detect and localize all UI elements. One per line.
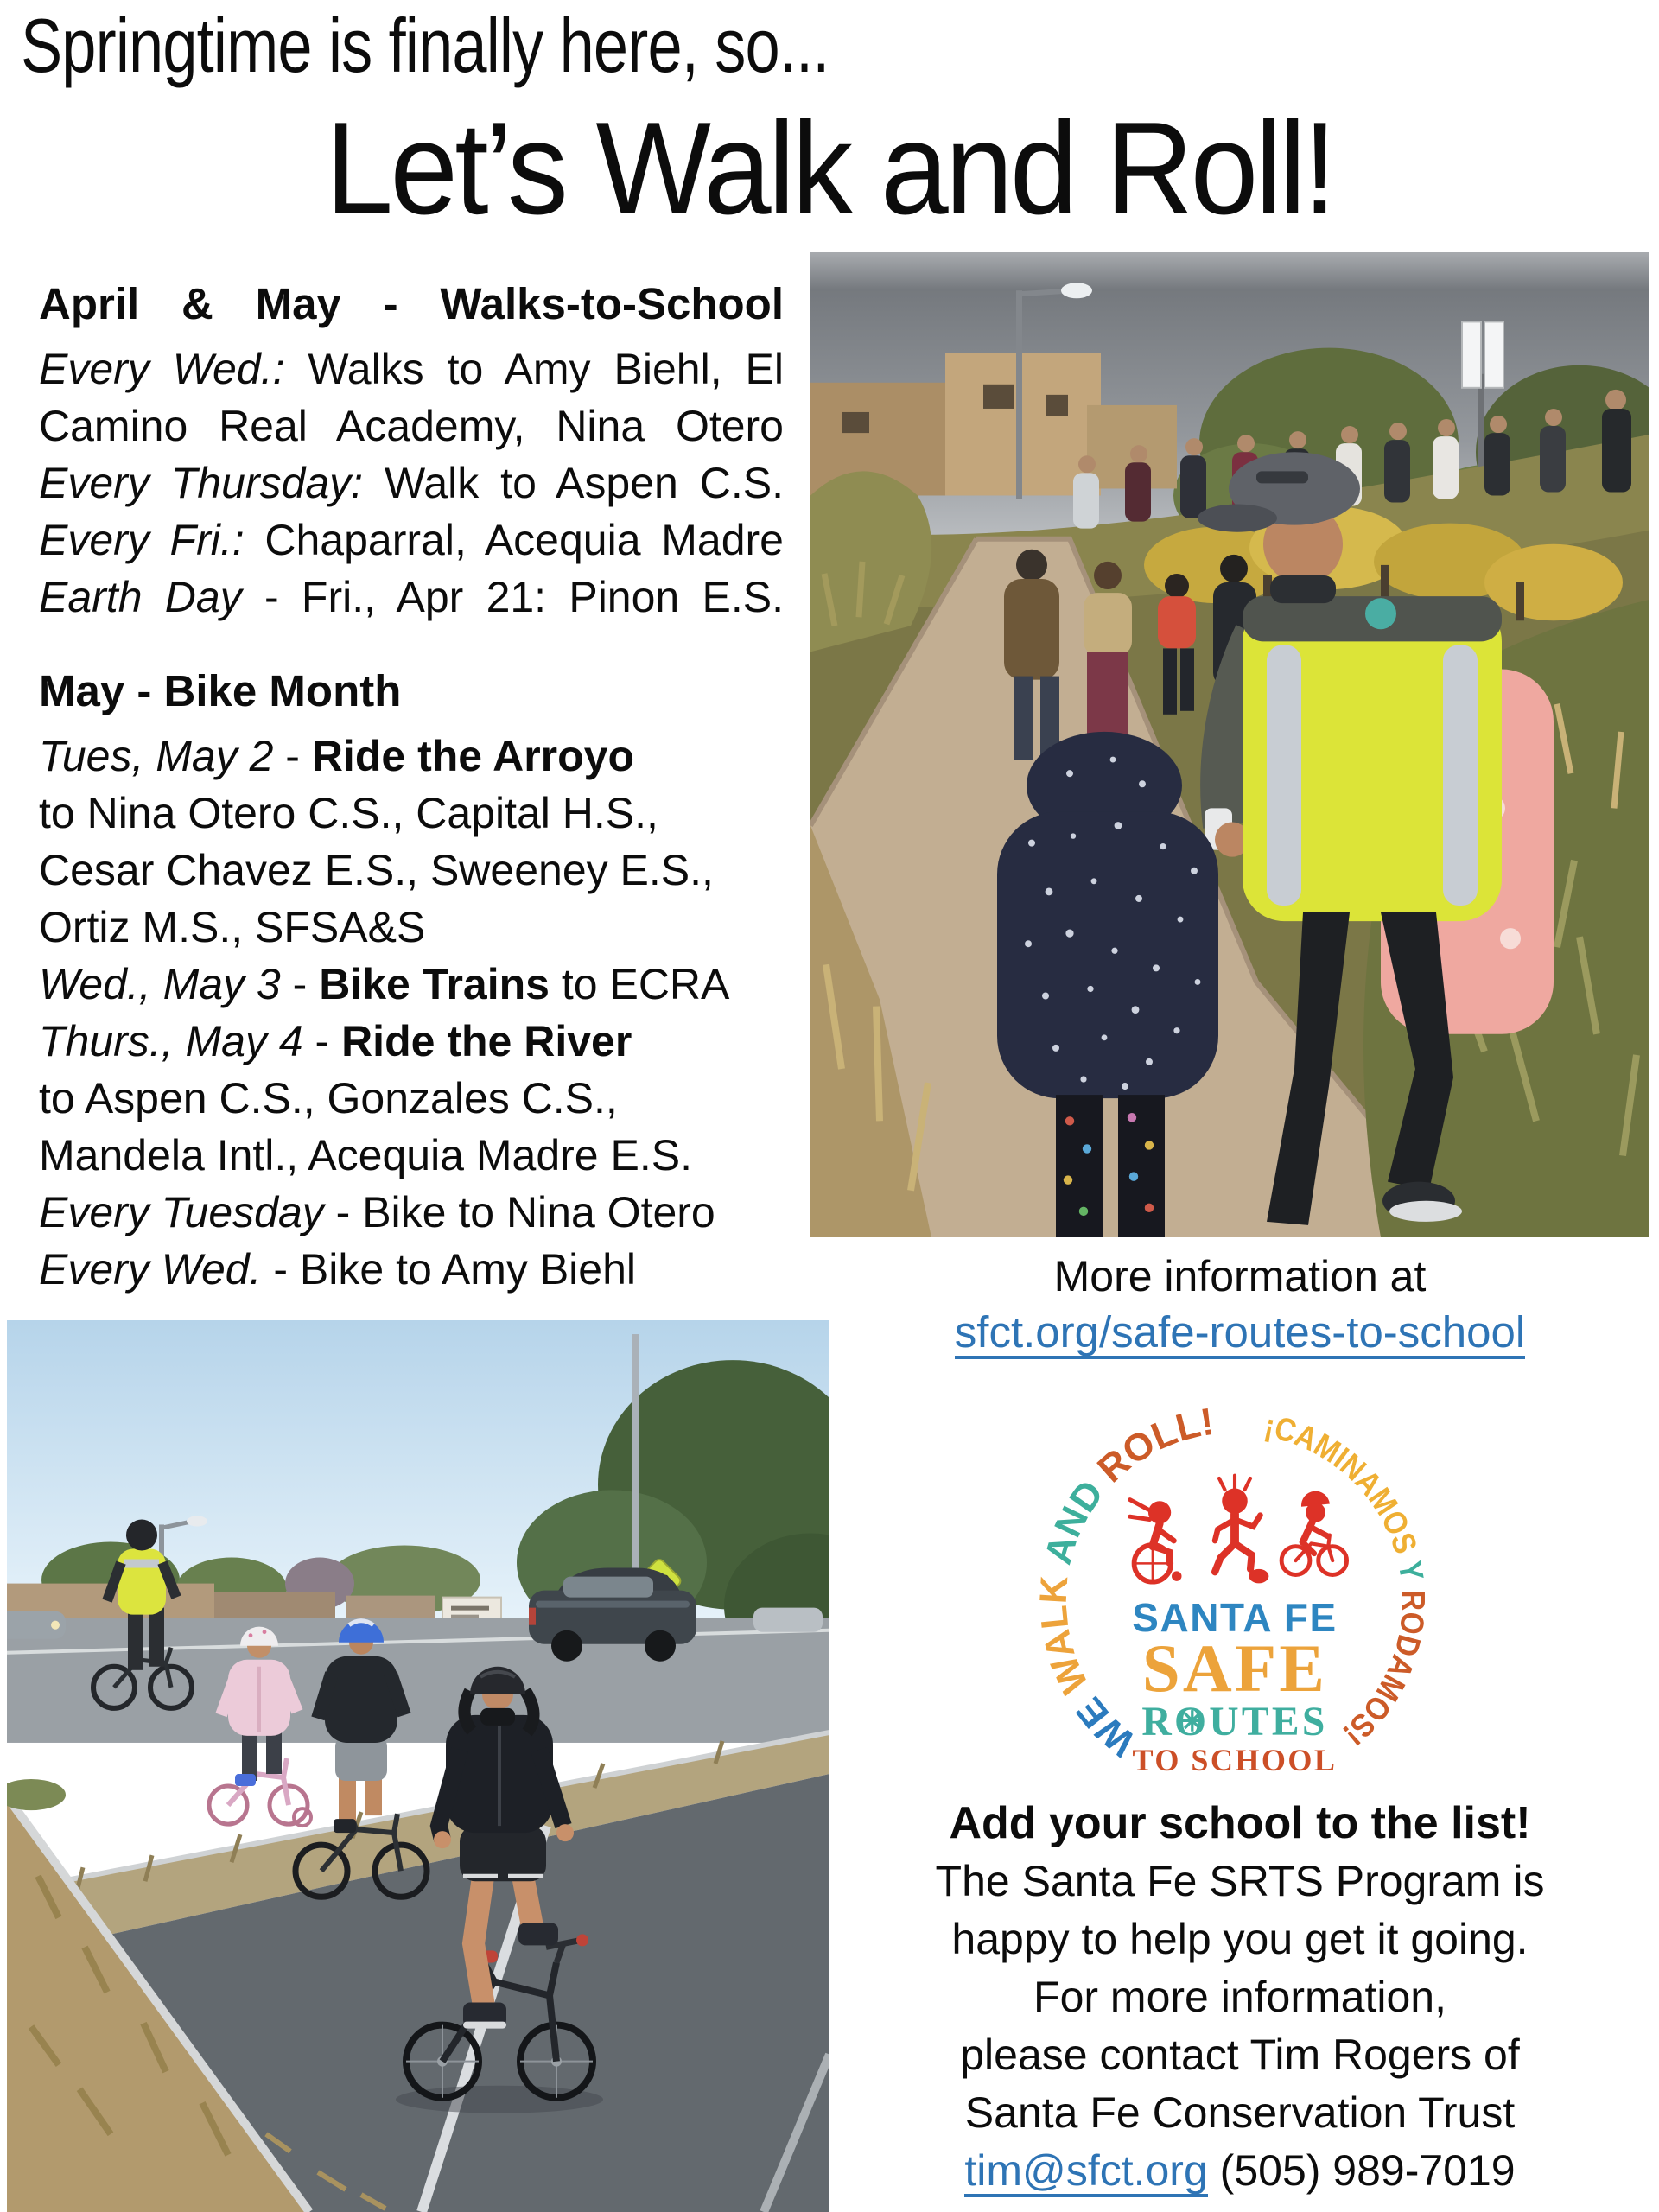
walks-section-heading: April & May - Walks-to-School bbox=[39, 279, 784, 328]
wheelchair-kid-icon bbox=[1130, 1500, 1182, 1582]
photo-kids-bike-train bbox=[7, 1320, 830, 2212]
phone-number: (505) 989-7019 bbox=[1219, 2146, 1516, 2195]
headline-main: Let’s Walk and Roll! bbox=[325, 95, 1334, 242]
cta-line: please contact Tim Rogers of bbox=[960, 2031, 1520, 2079]
running-kid-icon bbox=[1215, 1476, 1268, 1584]
event-line: Earth Day - Fri., Apr 21: Pinon E.S. bbox=[39, 573, 784, 621]
walks-section-lines bbox=[39, 340, 784, 626]
event-line: Every Thursday: Walk to Aspen C.S. bbox=[39, 459, 784, 507]
event-line: Every Wed.: Walks to Amy Biehl, El bbox=[39, 345, 785, 393]
email-link[interactable]: tim@sfct.org bbox=[964, 2147, 1207, 2197]
logo-arc-right: ¡CAMINAMOS Y RODAMOS! bbox=[1262, 1407, 1433, 1754]
event-line: Ortiz M.S., SFSA&S bbox=[39, 903, 426, 951]
cta-contact-line bbox=[821, 2142, 1659, 2200]
bike-section-heading: May - Bike Month bbox=[39, 666, 402, 715]
logo-kids-figures bbox=[1130, 1476, 1347, 1584]
srts-logo-art bbox=[1022, 1388, 1447, 1813]
cta-heading: Add your school to the list! bbox=[949, 1798, 1531, 1848]
cta-line: happy to help you get it going. bbox=[951, 1915, 1529, 1963]
event-line: Thurs., May 4 - Ride the River bbox=[39, 1017, 632, 1065]
event-line: to Aspen C.S., Gonzales C.S., bbox=[39, 1074, 618, 1122]
events-column bbox=[39, 275, 784, 1298]
event-line: Camino Real Academy, Nina Otero bbox=[39, 402, 784, 450]
event-line: Tues, May 2 - Ride the Arroyo bbox=[39, 732, 635, 780]
event-line: to Nina Otero C.S., Capital H.S., bbox=[39, 789, 658, 837]
cta-line: The Santa Fe SRTS Program is bbox=[935, 1857, 1545, 1905]
event-line: Every Tuesday - Bike to Nina Otero bbox=[39, 1188, 715, 1236]
event-line: Cesar Chavez E.S., Sweeney E.S., bbox=[39, 846, 714, 894]
cta-line: For more information, bbox=[1033, 1973, 1446, 2021]
more-info-block bbox=[825, 1249, 1655, 1359]
event-line: Mandela Intl., Acequia Madre E.S. bbox=[39, 1131, 692, 1179]
event-line: Every Wed. - Bike to Amy Biehl bbox=[39, 1245, 636, 1294]
logo-to-school: TO SCHOOL bbox=[1132, 1742, 1338, 1777]
srts-website-link[interactable]: sfct.org/safe-routes-to-school bbox=[955, 1308, 1525, 1359]
biking-kid-icon bbox=[1281, 1491, 1346, 1575]
cta-line: Santa Fe Conservation Trust bbox=[964, 2088, 1516, 2137]
cta-lines bbox=[821, 1853, 1659, 2142]
event-line: Wed., May 3 - Bike Trains to ECRA bbox=[39, 960, 730, 1008]
headline-intro: Springtime is finally here, so... bbox=[21, 3, 830, 88]
logo-routes: ROUTES bbox=[1141, 1699, 1328, 1745]
bike-photo-scene bbox=[7, 1320, 830, 2212]
logo-arc-left: WE WALK AND ROLL! bbox=[1032, 1400, 1217, 1764]
logo-santa-fe: SANTA FE bbox=[1132, 1595, 1338, 1641]
cta-block bbox=[821, 1794, 1659, 2200]
srts-logo bbox=[1022, 1388, 1447, 1813]
more-info-label: More information at bbox=[1053, 1252, 1427, 1300]
bike-section-lines bbox=[39, 728, 784, 1298]
logo-safe: SAFE bbox=[1141, 1630, 1328, 1707]
photo-walking-school-bus bbox=[810, 252, 1649, 1237]
walk-photo-scene bbox=[810, 252, 1649, 1237]
event-line: Every Fri.: Chaparral, Acequia Madre bbox=[39, 516, 784, 564]
